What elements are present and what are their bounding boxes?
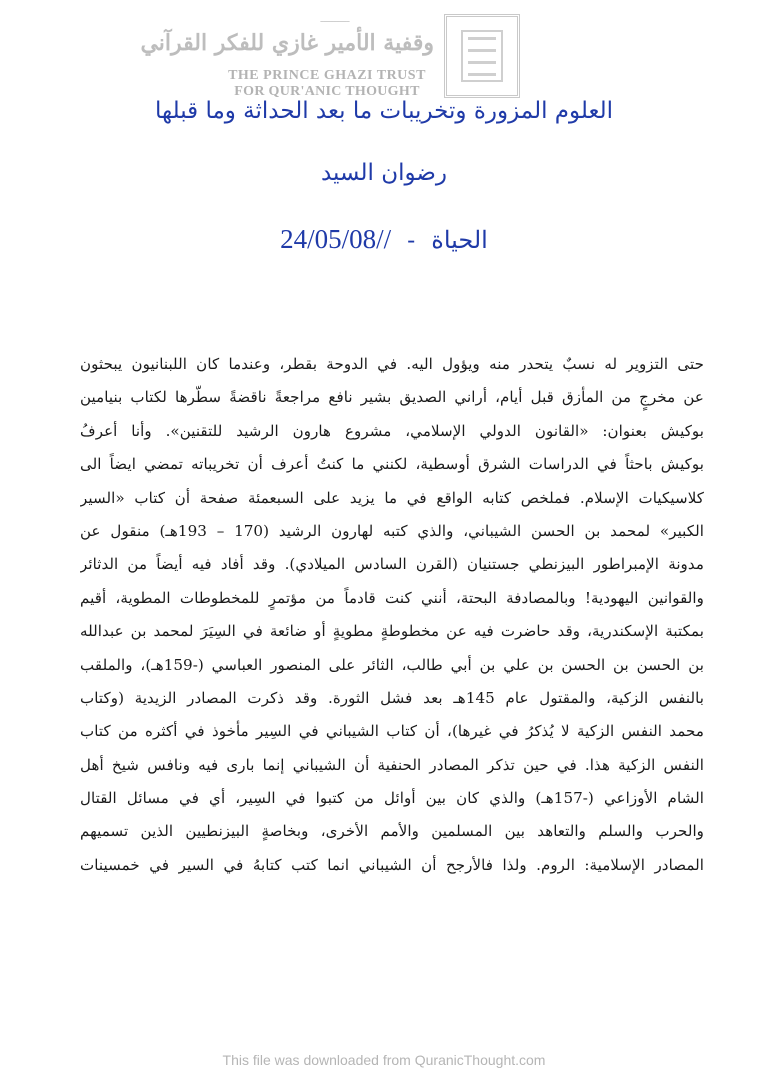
body-line: الكبير» لمحمد بن الحسن الشيباني، والذي كتبه لهارون الرشيد (170 – 193هـ) منقول عن [80,521,704,540]
publication-date: 24/05/08// [280,224,392,254]
logo-english-line1: THE PRINCE GHAZI TRUST [228,68,426,83]
body-line: الشام الأوزاعي (-157هـ) والذي كان بين أوائل من كتبوا في السِير، أي في مسائل القتال [80,789,704,808]
body-line: بمكتبة الإسكندرية، وقد حاضرت فيه عن مخطوطةٍ مطويةٍ أو ضائعة في السِيَرَ لمحمد بن عبدالله [80,622,704,641]
body-line: مدونة الإمبراطور البيزنطي جستنيان (القرن السادس الميلادي). وقد أفاد فيه أيضاً من الدثائر [80,555,704,574]
logo-english-line2: FOR QUR'ANIC THOUGHT [234,84,420,99]
download-footer: This file was downloaded from QuranicThought.com [222,1052,546,1068]
article-body [80,348,704,882]
body-line: بالنفس الزكية، والمقتول عام 145هـ بعد فشل الثورة. وقد ذكرت المصادر الزيدية (وكتاب [80,688,704,707]
trust-logo [140,8,530,100]
body-line: بوكيش بعنوان: «القانون الدولي الإسلامي، مشروع هارون الرشيد للتقنين». وأنا أعرفُ [80,421,704,440]
source-separator: - [407,226,416,254]
source-line [0,224,768,255]
body-line: حتى التزوير له نسبٌ يتحدر منه ويؤول اليه. في الدوحة بقطر، وعندما كان اللبنانيون يبحثون [80,355,704,373]
body-line: النفس الزكية هذا. في حين تذكر المصادر الحنفية أن الشيباني إنما بارى فيه ونافس شيخ أهل [80,755,704,774]
logo-arabic-name: وقفية الأمير غازي للفكر القرآني [140,30,434,56]
body-line: بن الحسن بن الحسن بن علي بن أبي طالب، الثائر على المنصور العباسي (-159هـ)، والملقب [80,655,704,674]
body-line: والحرب والسلم والتعاهد بين المسلمين والأمم الأخرى، وبخاصةٍ البيزنطيين الذين تسميهم [80,822,704,841]
article-author: رضوان السيد [320,160,448,186]
article-title: العلوم المزورة وتخريبات ما بعد الحداثة وما قبلها [154,98,614,124]
body-line: محمد النفس الزكية لا يُذكرُ في غيرها)، أن كتاب الشيباني في السِير مأخوذ في أكثره من كتاب [80,722,704,741]
body-line: بوكيش باحثاً في الدراسات الشرق أوسطية، لكنني ما كنتُ أعرف أن تخريباته تمضي ايضاً الى [80,455,704,474]
publication-source: الحياة [431,226,488,254]
emblem-icon [444,14,520,98]
body-line: والقوانين اليهودية! وبالمصادفة البحتة، أنني كنت قادماً من مؤتمرٍ للمخطوطات المطوية، أقيم [80,588,704,607]
logo-ornament: ـــــــــ [320,12,350,25]
body-line: كلاسيكيات الإسلام. فملخص كتابه الواقع في ما يزيد على السبعمئة صفحة أن كتاب «السير [80,488,704,507]
body-line: المصادر الإسلامية: الروم. ولذا فالأرجح أن الشيباني انما كتب كتابهُ في السير في خمسينات [80,855,704,874]
body-line: عن مخرجٍ من المأزق قبل أيام، أراني الصديق بشير نافع مراجعةً ناقضةً سطّرها لكتاب بنيامين [80,388,704,407]
